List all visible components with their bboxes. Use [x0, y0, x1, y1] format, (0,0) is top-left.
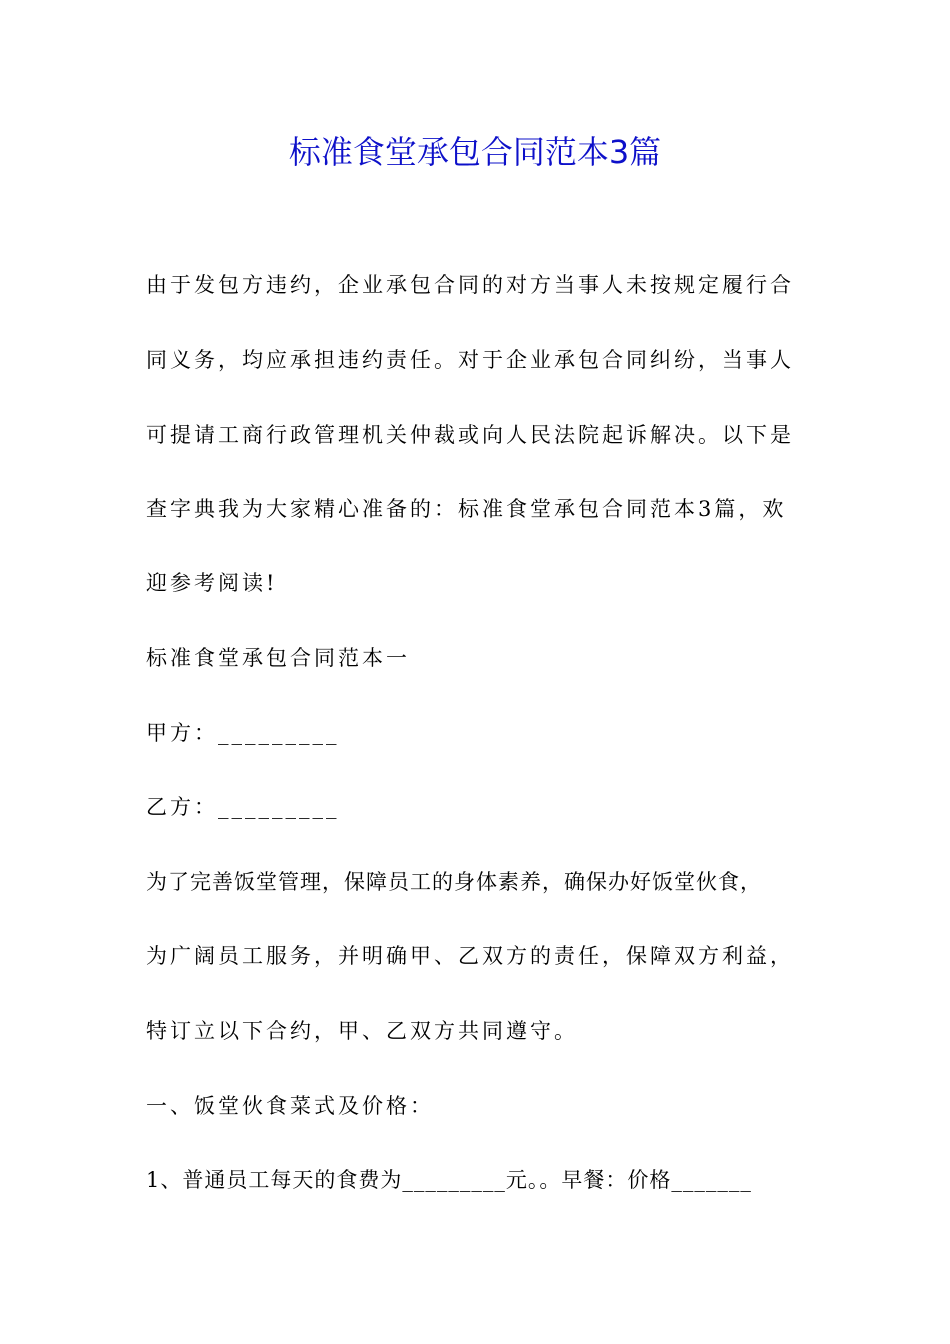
preamble-line: 为了完善饭堂管理，保障员工的身体素养，确保办好饭堂伙食，: [146, 870, 762, 894]
section-heading: 标准食堂承包合同范本一: [146, 646, 410, 670]
clause-heading: 一、饭堂伙食菜式及价格：: [146, 1094, 434, 1118]
clause-item: 1、普通员工每天的食费为_________元。。早餐：价格_______: [146, 1168, 752, 1192]
intro-line: 同义务，均应承担违约责任。对于企业承包合同纠纷，当事人: [146, 348, 794, 372]
intro-line: 由于发包方违约，企业承包合同的对方当事人未按规定履行合: [146, 273, 794, 297]
preamble-line: 为广阔员工服务，并明确甲、乙双方的责任，保障双方利益，: [146, 944, 794, 968]
intro-line: 可提请工商行政管理机关仲裁或向人民法院起诉解决。以下是: [146, 423, 794, 447]
preamble-line: 特订立以下合约，甲、乙双方共同遵守。: [146, 1019, 578, 1043]
intro-line: 查字典我为大家精心准备的：标准食堂承包合同范本3篇，欢: [146, 497, 787, 521]
party-b-line: 乙方：_________: [146, 795, 340, 819]
party-a-line: 甲方：_________: [146, 721, 340, 745]
document-title: 标准食堂承包合同范本3篇: [288, 133, 662, 171]
intro-line: 迎参考阅读!: [146, 571, 278, 595]
